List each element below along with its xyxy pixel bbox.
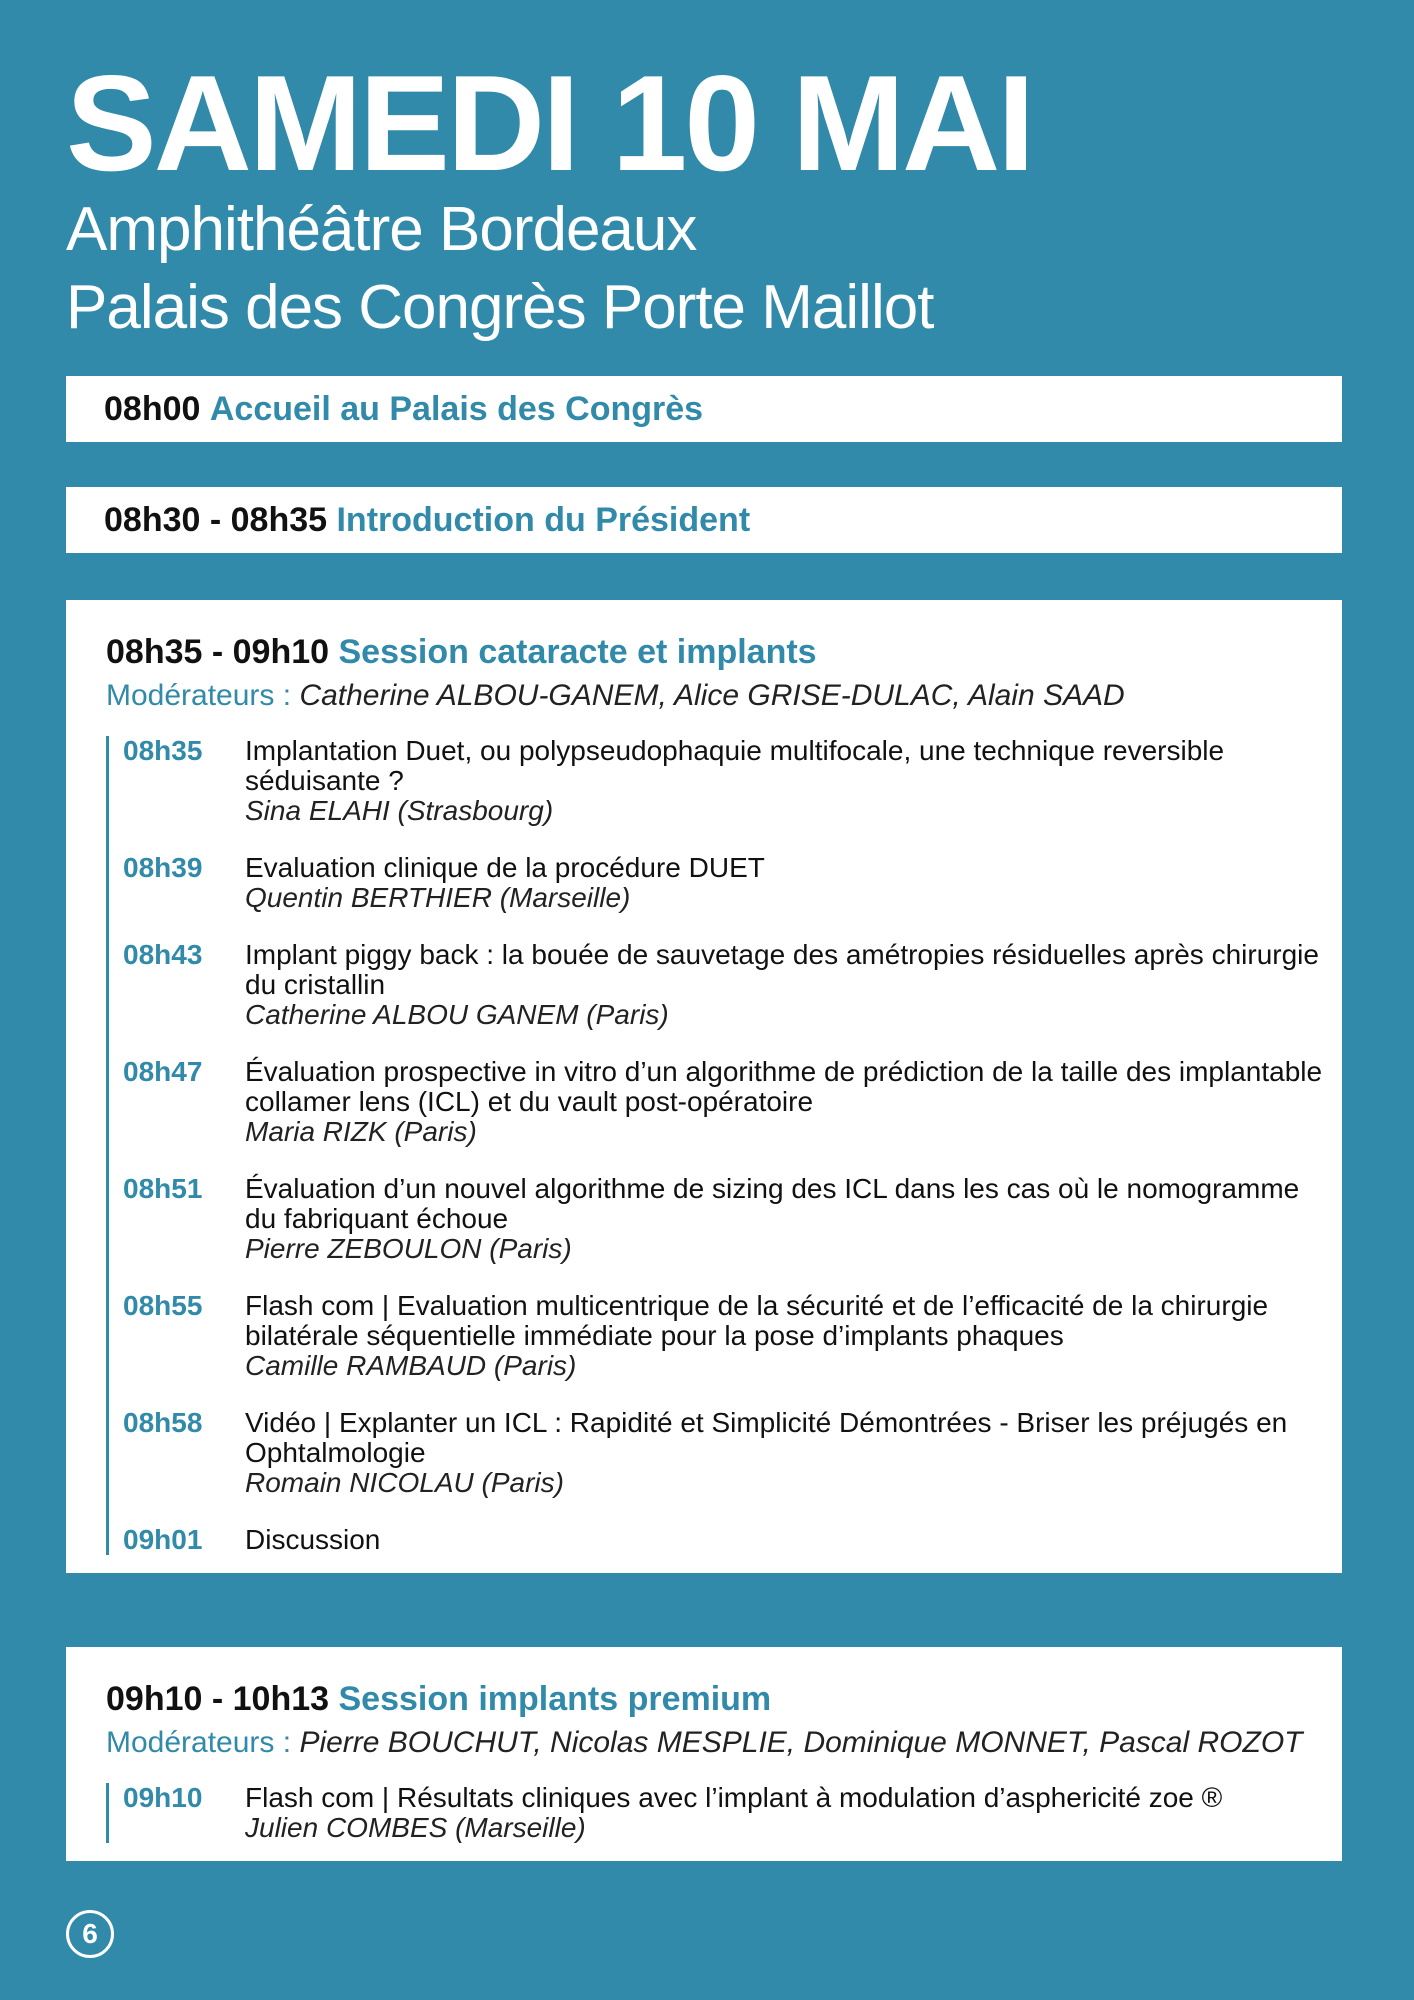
session-title: Session implants premium (338, 1680, 772, 1718)
session-premium (66, 1647, 1342, 1861)
talk-item (123, 1057, 1330, 1147)
talk-item (123, 1291, 1330, 1381)
talk-title: Discussion (245, 1524, 381, 1555)
talk-list (106, 736, 1330, 1555)
talk-speaker: Camille RAMBAUD (Paris) (245, 1350, 577, 1381)
welcome-title: Accueil au Palais des Congrès (209, 389, 704, 428)
talk-item-discussion (123, 1525, 1330, 1555)
session-heading (106, 630, 1330, 674)
day-title: SAMEDI 10 MAI (66, 47, 1033, 199)
talk-title: Evaluation clinique de la procédure DUET (245, 852, 765, 883)
moderators-names: Pierre BOUCHUT, Nicolas MESPLIE, Dominique MONNET, Pascal ROZOT (299, 1726, 1303, 1759)
talk-speaker: Maria RIZK (Paris) (245, 1116, 477, 1147)
moderators-label: Modérateurs : (106, 679, 292, 712)
welcome-slot (66, 376, 1342, 442)
page-number: 6 (66, 1910, 114, 1958)
session-time: 09h10 - 10h13 (106, 1680, 330, 1718)
talk-time: 08h39 (123, 852, 203, 883)
talk-title: Flash com | Evaluation multicentrique de la sécurité et de l’efficacité de la chirurgie bilatérale séquentielle immédiate pour la pose d’implants phaques (245, 1290, 1269, 1351)
talk-time: 08h51 (123, 1173, 203, 1204)
room-name: Amphithéâtre Bordeaux (66, 195, 697, 264)
session-title: Session cataracte et implants (338, 633, 817, 671)
intro-time: 08h30 - 08h35 (104, 500, 328, 539)
moderators-label: Modérateurs : (106, 1726, 292, 1759)
talk-speaker: Catherine ALBOU GANEM (Paris) (245, 999, 669, 1030)
talk-item (123, 940, 1330, 1030)
talk-title: Évaluation d’un nouvel algorithme de sizing des ICL dans les cas où le nomogramme du fabriquant échoue (245, 1173, 1300, 1234)
session-time: 08h35 - 09h10 (106, 633, 330, 671)
talk-time: 09h01 (123, 1524, 203, 1555)
talk-time: 08h55 (123, 1290, 203, 1321)
talk-item (123, 1174, 1330, 1264)
talk-title: Évaluation prospective in vitro d’un algorithme de prédiction de la taille des implantable collamer lens (ICL) et du vault post-opératoire (245, 1056, 1323, 1117)
talk-title: Implantation Duet, ou polypseudophaquie multifocale, une technique reversible séduisante ? (245, 735, 1225, 796)
intro-slot (66, 487, 1342, 553)
talk-time: 09h10 (123, 1782, 203, 1813)
venue-name: Palais des Congrès Porte Maillot (66, 273, 934, 342)
intro-title: Introduction du Président (336, 500, 751, 539)
talk-speaker: Romain NICOLAU (Paris) (245, 1467, 564, 1498)
session-heading (106, 1677, 1330, 1721)
talk-speaker: Pierre ZEBOULON (Paris) (245, 1233, 572, 1264)
talk-item (123, 1408, 1330, 1498)
welcome-time: 08h00 (104, 389, 201, 428)
talk-time: 08h47 (123, 1056, 203, 1087)
page-header (66, 47, 1033, 347)
talk-time: 08h35 (123, 735, 203, 766)
session-moderators (106, 676, 1330, 716)
talk-item (123, 853, 1330, 913)
talk-item (123, 736, 1330, 826)
talk-speaker: Julien COMBES (Marseille) (245, 1812, 586, 1843)
talk-title: Vidéo | Explanter un ICL : Rapidité et Simplicité Démontrées - Briser les préjugés en Ophtalmologie (245, 1407, 1288, 1468)
talk-title: Implant piggy back : la bouée de sauvetage des amétropies résiduelles après chirurgie du cristallin (245, 939, 1319, 1000)
talk-time: 08h43 (123, 939, 203, 970)
session-cataract (66, 600, 1342, 1573)
talk-speaker: Sina ELAHI (Strasbourg) (245, 795, 554, 826)
talk-title: Flash com | Résultats cliniques avec l’implant à modulation d’asphericité zoe ® (245, 1782, 1223, 1813)
talk-speaker: Quentin BERTHIER (Marseille) (245, 882, 631, 913)
talk-list (106, 1783, 1330, 1843)
talk-time: 08h58 (123, 1407, 203, 1438)
session-moderators (106, 1723, 1330, 1763)
talk-item (123, 1783, 1330, 1843)
moderators-names: Catherine ALBOU-GANEM, Alice GRISE-DULAC, Alain SAAD (299, 679, 1125, 712)
